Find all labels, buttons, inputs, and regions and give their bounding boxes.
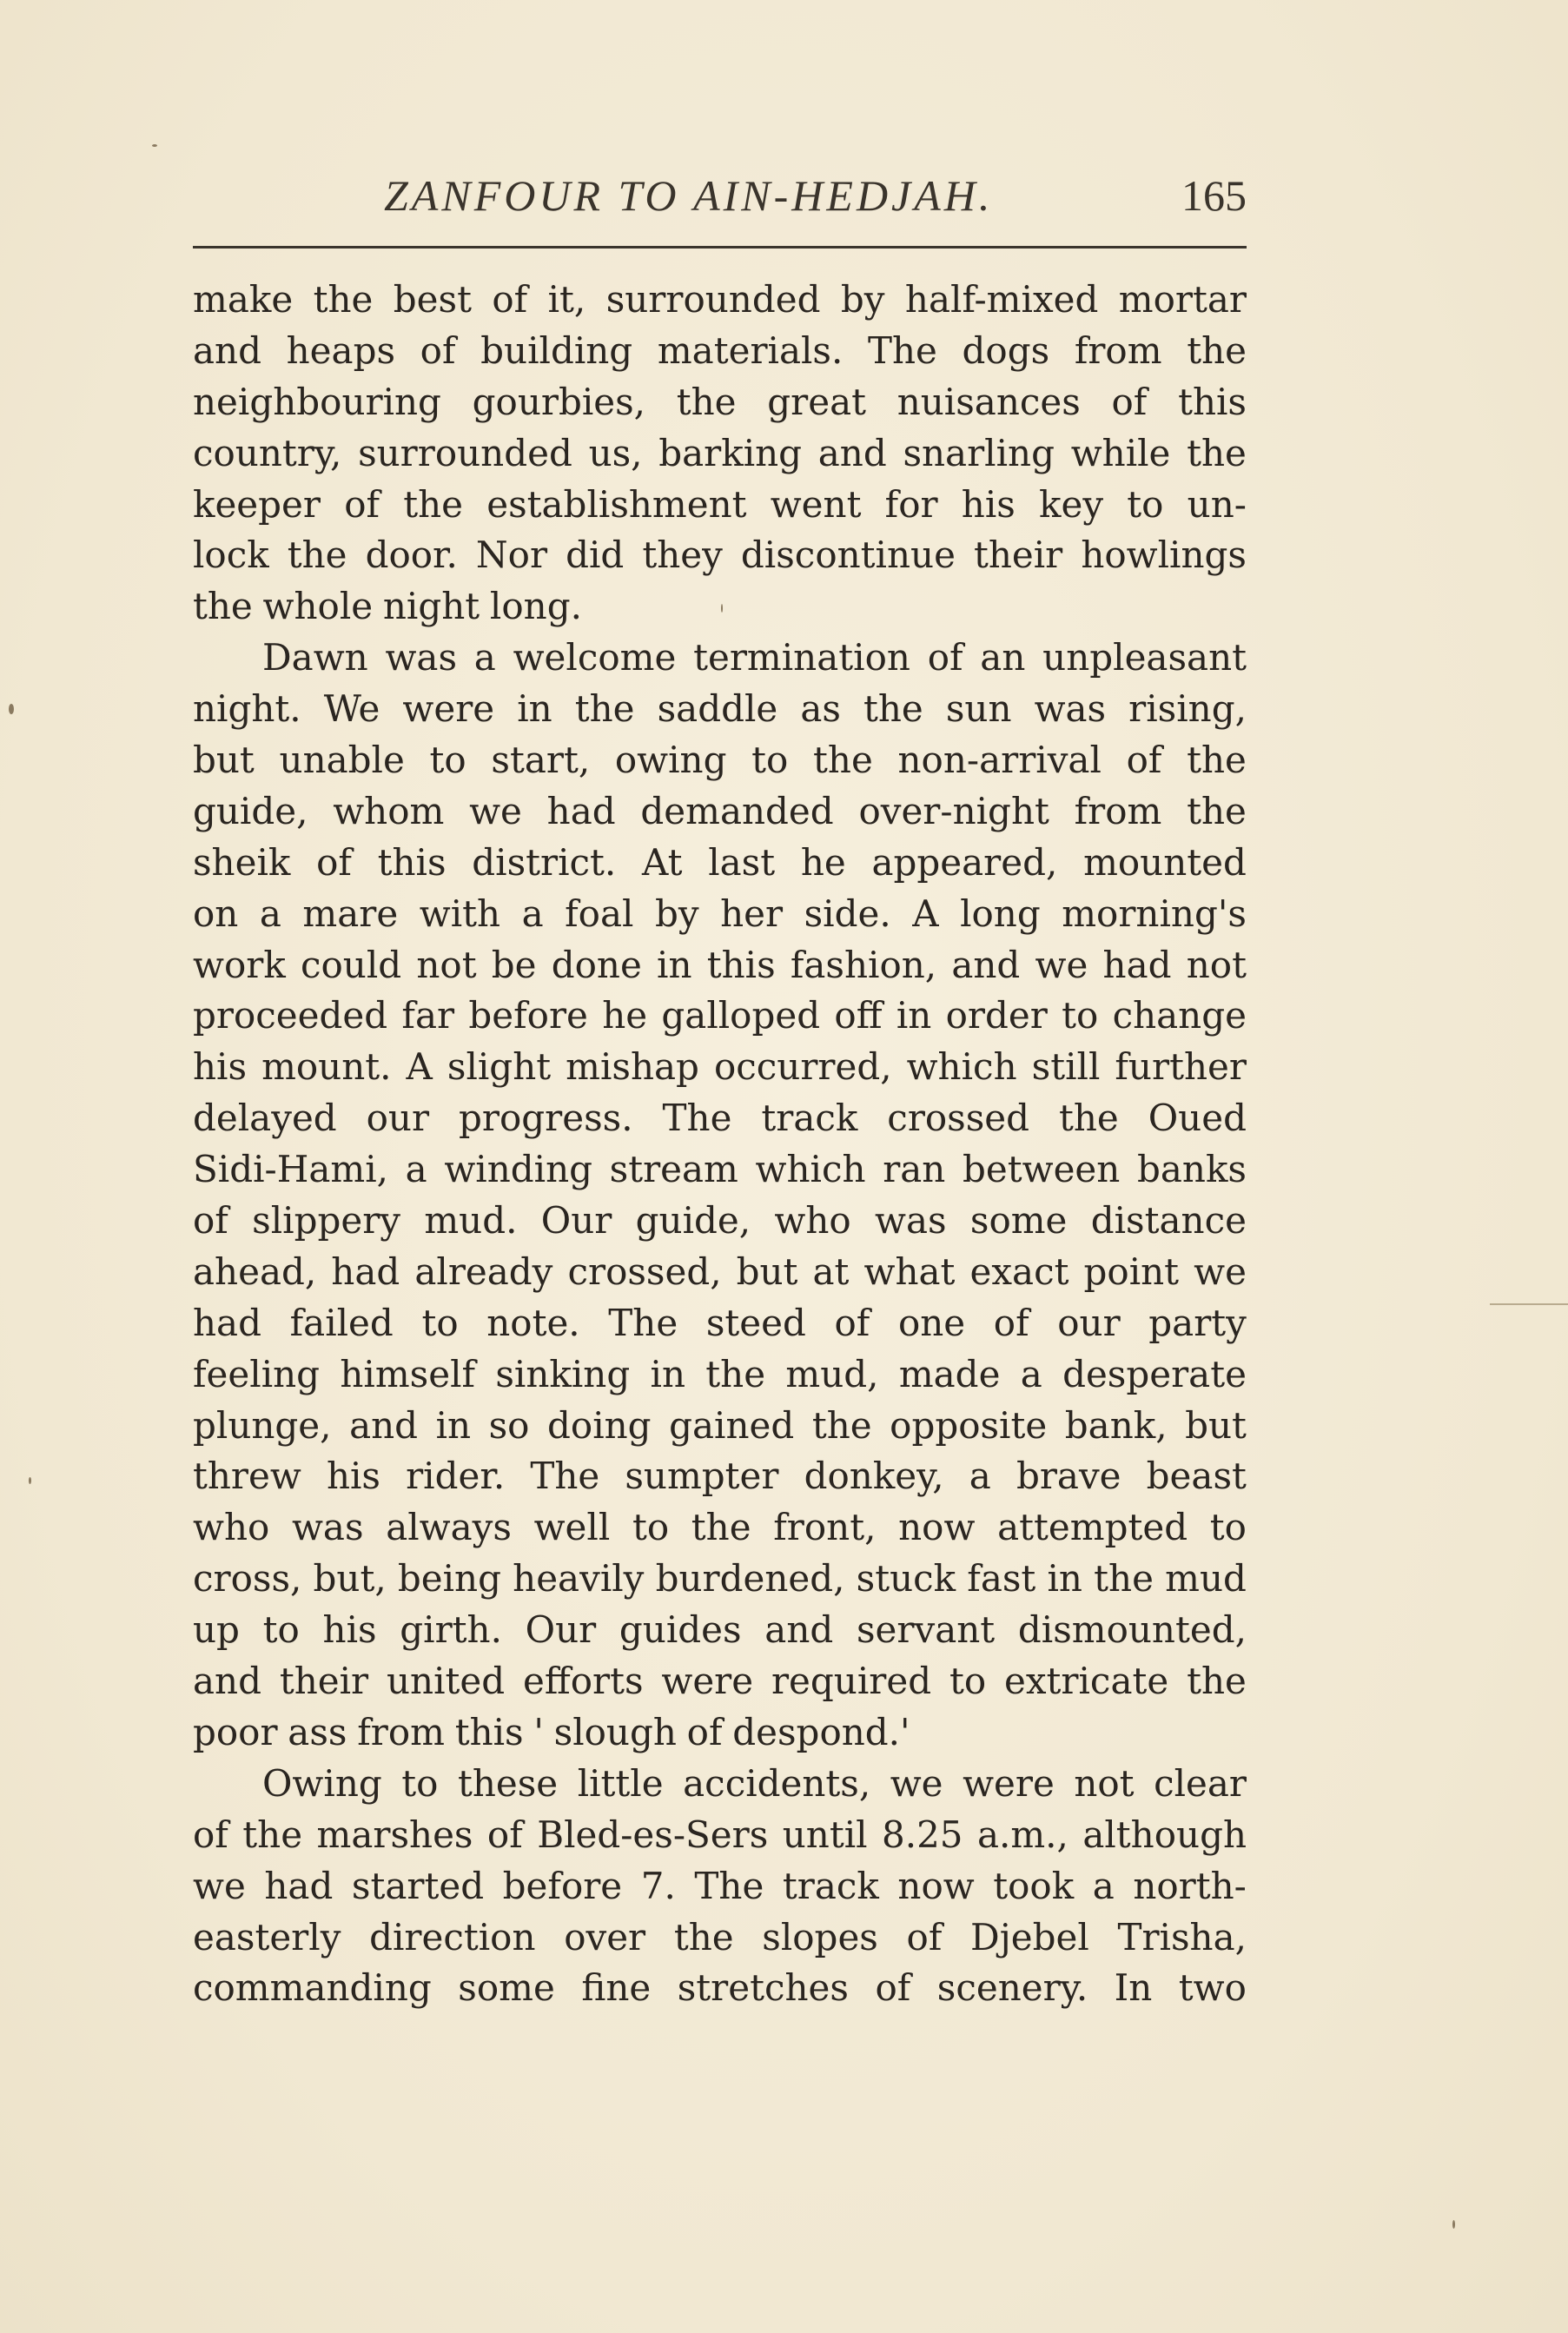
paper-speck — [721, 604, 723, 613]
text-line: who was always well to the front, now attempted to — [193, 1506, 1247, 1549]
body-text — [193, 275, 1247, 2014]
paper-speck — [152, 144, 157, 147]
text-line: up to his girth. Our guides and servant dismounted, — [193, 1608, 1247, 1652]
text-line: sheik of this district. At last he appeared, mounted — [193, 840, 1247, 884]
text-line: had failed to note. The steed of one of our party — [193, 1301, 1247, 1344]
text-line: work could not be done in this fashion, and we had not — [193, 943, 1247, 986]
running-head — [193, 170, 1247, 231]
text-line: Dawn was a welcome termination of an unpleasant — [262, 636, 1247, 679]
text-line: Owing to these little accidents, we were not clear — [262, 1761, 1247, 1805]
text-line: Sidi-Hami, a winding stream which ran between banks — [193, 1148, 1247, 1191]
text-line: make the best of it, surrounded by half-mixed mortar — [193, 278, 1247, 321]
text-line: of the marshes of Bled-es-Sers until 8.25 a.m., although — [193, 1813, 1247, 1856]
text-line: on a mare with a foal by her side. A long morning's — [193, 891, 1247, 935]
text-line: commanding some fine stretches of scenery. In two — [193, 1966, 1247, 2010]
text-line: plunge, and in so doing gained the opposite bank, but — [193, 1403, 1247, 1447]
text-line: night. We were in the saddle as the sun was rising, — [193, 687, 1247, 731]
page-number: 165 — [1181, 171, 1247, 220]
text-line: the whole night long. — [193, 585, 582, 628]
text-line: poor ass from this ' slough of despond.' — [193, 1710, 910, 1753]
text-line: but unable to start, owing to the non-arrival of the — [193, 739, 1247, 782]
header-rule — [193, 246, 1247, 249]
text-line: neighbouring gourbies, the great nuisances of this — [193, 380, 1247, 423]
text-line: guide, whom we had demanded over-night from the — [193, 789, 1247, 832]
paper-speck — [29, 1477, 31, 1484]
text-line: threw his rider. The sumpter donkey, a brave beast — [193, 1455, 1247, 1498]
text-line: feeling himself sinking in the mud, made a desperate — [193, 1352, 1247, 1395]
paper-speck — [9, 704, 14, 714]
text-line: we had started before 7. The track now took a north- — [193, 1864, 1247, 1907]
text-line: country, surrounded us, barking and snarling while the — [193, 431, 1247, 474]
text-line: proceeded far before he galloped off in order to change — [193, 994, 1247, 1037]
text-line: keeper of the establishment went for his key to un- — [193, 482, 1247, 526]
text-line: cross, but, being heavily burdened, stuck fast in the mud — [193, 1557, 1247, 1601]
text-line: ahead, had already crossed, but at what exact point we — [193, 1249, 1247, 1293]
text-line: of slippery mud. Our guide, who was some distance — [193, 1199, 1247, 1243]
text-line: lock the door. Nor did they discontinue their howlings — [193, 534, 1247, 577]
paper-speck — [1452, 2220, 1455, 2229]
text-line: easterly direction over the slopes of Djebel Trisha, — [193, 1915, 1247, 1959]
running-title: ZANFOUR TO AIN-HEDJAH. — [384, 171, 994, 220]
text-line: delayed our progress. The track crossed the Oued — [193, 1097, 1247, 1140]
paper-speck — [1490, 1303, 1568, 1305]
text-line: his mount. A slight mishap occurred, which still further — [193, 1045, 1247, 1089]
text-line: and their united efforts were required to extricate the — [193, 1660, 1247, 1703]
text-line: and heaps of building materials. The dogs from the — [193, 328, 1247, 372]
